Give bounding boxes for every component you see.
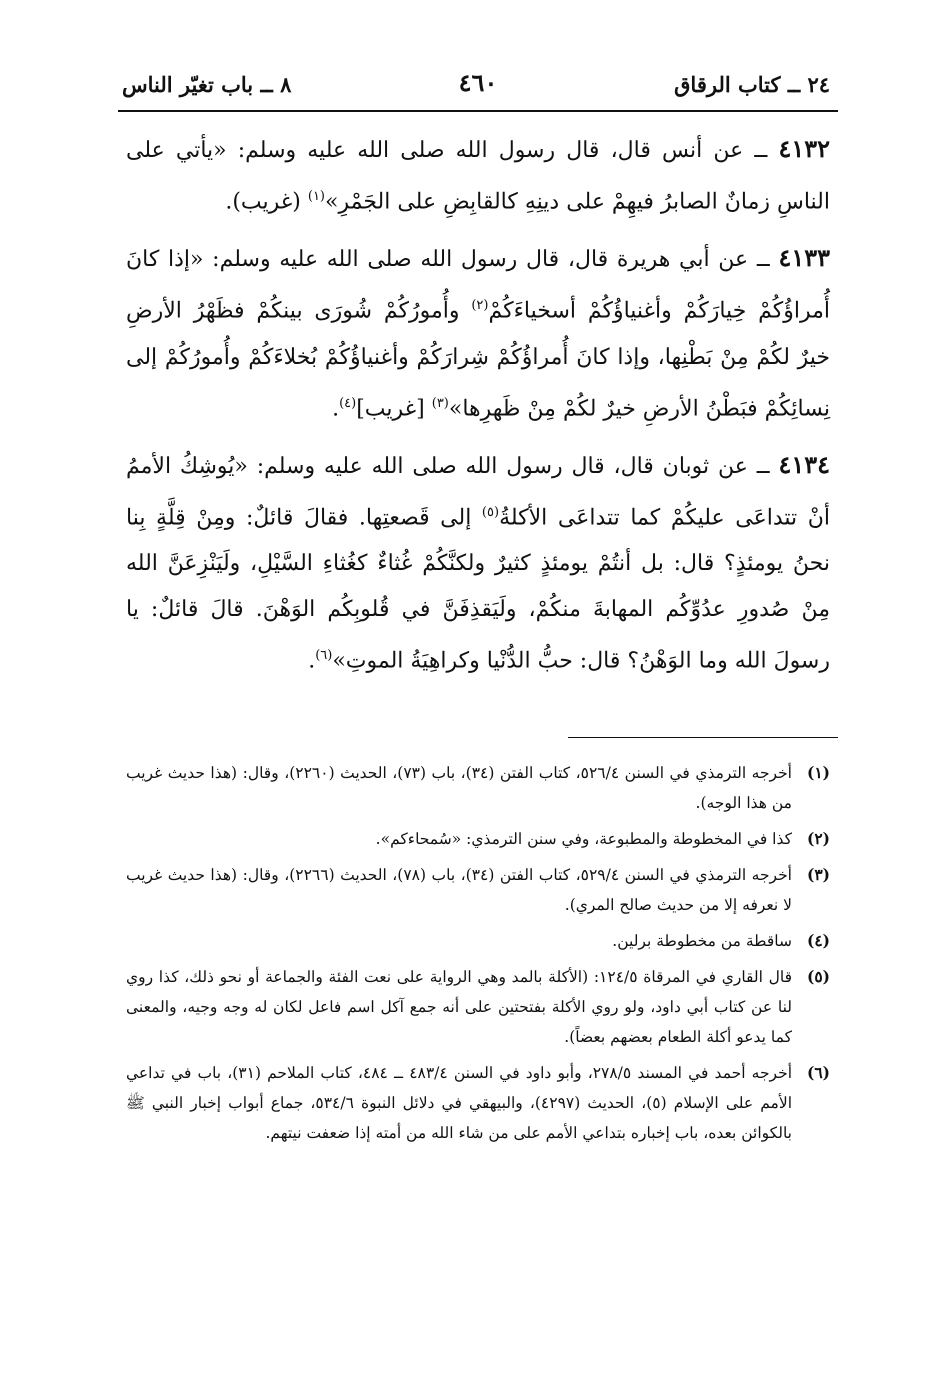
hadith-number: ٤١٣٢ (778, 134, 831, 163)
hadith-4134 (126, 442, 830, 685)
footnote-text: أخرجه الترمذي في السنن ٥٢٦/٤، كتاب الفتن (٣٤)، باب (٧٣)، الحديث (٢٢٦٠)، وقال: (هذا حديث غريب من هذا الوجه). (126, 763, 792, 812)
hadith-end: . (332, 395, 340, 421)
footnote-ref: (١) (307, 189, 325, 204)
footnote-3 (126, 860, 830, 920)
book-page (118, 58, 838, 1154)
hadith-number: ٤١٣٤ (778, 449, 830, 479)
hadith-text: ــ عن أنس قال، قال رسول الله صلى الله عليه وسلم: «يأتي على الناسِ زمانٌ الصابرُ فيهِمْ على دينِهِ كالقابِضِ على الجَمْرِ» (126, 138, 830, 215)
footnote-4 (126, 926, 830, 956)
hadith-grade: [غريب] (356, 395, 432, 421)
footnote-text: قال القاري في المرقاة ١٢٤/٥: (الأكلة بالمد وهي الرواية على نعت الفئة والجماعة أو نحو ذلك، كذا روي لنا عن كتاب أبي داود، ولو روي الأكلة بفتحتين على أنه جمع آكل اسم فاعل لكان له وجه وجيه، والمعنى كما يدعو أكلة الطعام بعضهم بعضاً). (126, 967, 792, 1046)
running-header (118, 58, 838, 110)
header-divider (118, 110, 838, 112)
footnote-ref: (٦) (315, 648, 333, 664)
footnote-text: أخرجه الترمذي في السنن ٥٢٩/٤، كتاب الفتن (٣٤)، باب (٧٨)، الحديث (٢٢٦٦)، وقال: (هذا حديث غريب لا نعرفه إلا من حديث صالح المري). (126, 865, 792, 914)
footnote-1 (126, 758, 830, 818)
footnote-ref: (٥) (481, 504, 500, 520)
hadith-grade: (غريب). (225, 189, 308, 215)
page-number: ٤٦٠ (458, 68, 498, 97)
hadith-text-continued: إلى قَصعتِها. فقالَ قائلٌ: ومِنْ قِلَّةٍ بِنا نحنُ يومئذٍ؟ قال: بل أنتُمْ يومئذٍ كثيرٌ ولكنَّكُمْ غُثاءٌ كغُثاءِ السَّيْلِ، ولَيَنْزِعَنَّ الله مِنْ صُدورِ عدُوِّكُم المهابةَ منكُمْ، ولَيَقذِفَنَّ في قُلوبِكُم الوَهْنَ. قالَ قائلٌ: يا رسولَ الله وما الوَهْنُ؟ قال: حبُّ الدُّنْيا وكراهِيَةُ الموتِ» (126, 505, 830, 674)
footnote-6 (126, 1058, 830, 1148)
footnotes-divider (568, 737, 838, 738)
footnote-label: (٦) (806, 1062, 830, 1082)
hadith-end: . (308, 648, 316, 674)
footnote-ref: (٤) (339, 395, 357, 411)
footnote-text: أخرجه أحمد في المسند ٢٧٨/٥، وأبو داود في السنن ٤٨٣/٤ ــ ٤٨٤، كتاب الملاحم (٣١)، باب في تداعي الأمم على الإسلام (٥)، الحديث (٤٢٩٧)، والبيهقي في دلائل النبوة ٥٣٤/٦، جماع أبواب إخبار النبي ﷺ بالكوائن بعده، باب إخباره بتداعي الأمم على من شاء الله من أمته إذا ضعفت نيتهم. (126, 1063, 793, 1142)
footnote-label: (٤) (806, 930, 830, 950)
footnote-text: كذا في المخطوطة والمطبوعة، وفي سنن الترمذي: «سُمحاءكم». (375, 829, 792, 848)
footnote-ref: (٣) (431, 395, 449, 411)
footnote-label: (١) (806, 762, 830, 782)
hadith-4132 (126, 126, 830, 225)
hadith-text: ــ عن ثوبان قال، قال رسول الله صلى الله عليه وسلم: «يُوشِكُ الأممُ أنْ تتداعَى عليكُمْ كما تتداعَى الأكلةُ (126, 453, 830, 531)
footnotes (118, 758, 838, 1148)
hadith-4133 (126, 235, 830, 432)
footnote-2 (126, 824, 830, 854)
footnote-ref: (٢) (471, 298, 489, 314)
hadith-number: ٤١٣٣ (778, 243, 830, 273)
footnote-label: (٢) (806, 828, 830, 848)
hadith-text: ــ عن أبي هريرة قال، قال رسول الله صلى الله عليه وسلم: «إذا كانَ أُمراؤُكُمْ خِيارَكُمْ وأغنياؤُكُمْ أسخياءَكُمْ (126, 247, 830, 324)
footnote-5 (126, 962, 830, 1052)
hadith-text-continued: وأُمورُكُمْ شُورَى بينكُمْ فظَهْرُ الأرضِ خيرٌ لكُمْ مِنْ بَطْنِها، وإذا كانَ أُمراؤُكُمْ شِرارَكُمْ وأغنياؤُكُمْ بُخلاءَكُمْ وأُمورُكُمْ إلى نِسائِكُمْ فبَطْنُ الأرضِ خيرٌ لكُمْ مِنْ ظَهرِها» (126, 298, 830, 421)
chapter-title: ٢٤ ــ كتاب الرقاق (674, 72, 830, 97)
section-title: ٨ ــ باب تغيّر الناس (122, 72, 292, 97)
footnote-label: (٣) (806, 864, 830, 884)
footnote-text: ساقطة من مخطوطة برلين. (612, 931, 792, 950)
footnote-label: (٥) (806, 966, 830, 986)
